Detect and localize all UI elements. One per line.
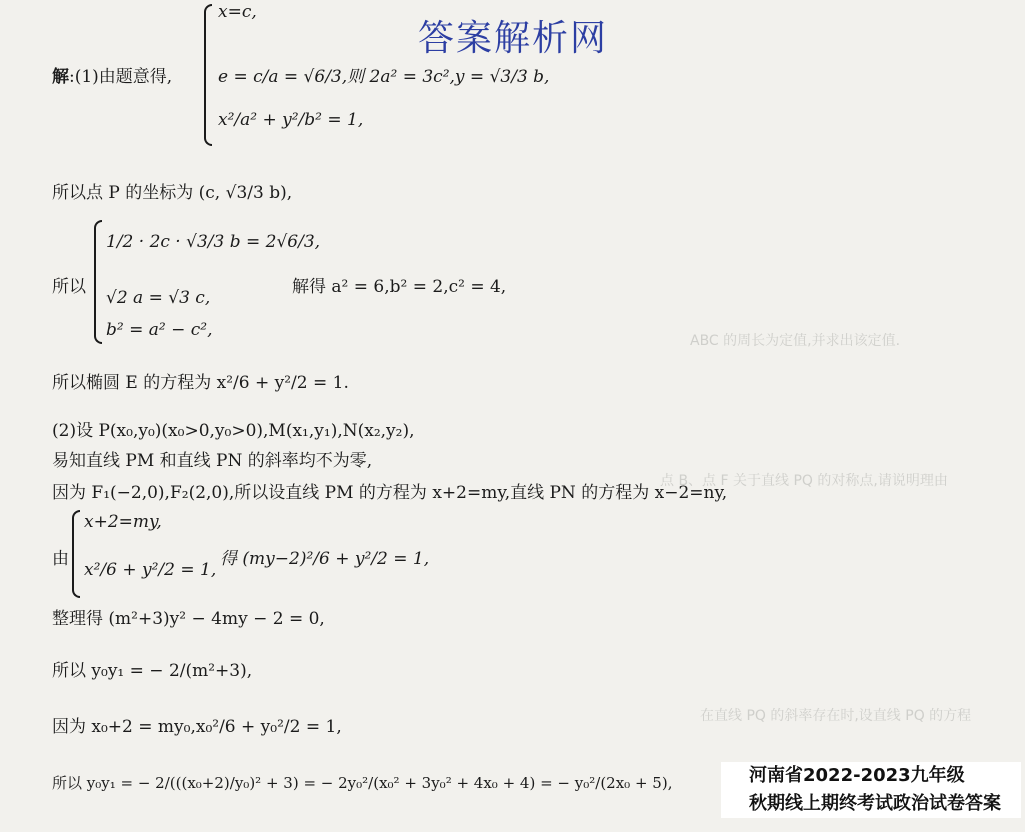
exam-caption-line2: 秋期线上期终考试政治试卷答案 [749, 793, 1001, 814]
exam-caption-line1: 河南省2022-2023九年级 [749, 765, 965, 786]
system-brace [94, 220, 102, 344]
exam-caption [721, 762, 1021, 818]
point-p-coordinates: 所以点 P 的坐标为 (c, √3/3 b), [52, 183, 293, 203]
system1-line3: x²/a² + y²/b² = 1, [218, 110, 364, 130]
system2-result: 解得 a² = 6,b² = 2,c² = 4, [292, 277, 507, 297]
solution-label: 解:(1)由题意得, [52, 67, 173, 87]
bleed-through-text: ABC 的周长为定值,并求出该定值. [690, 333, 901, 349]
system3-result: 得 (my−2)²/6 + y²/2 = 1, [220, 549, 430, 569]
simplified-equation: 整理得 (m²+3)y² − 4my − 2 = 0, [52, 609, 325, 629]
lines-equations: 因为 F₁(−2,0),F₂(2,0),所以设直线 PM 的方程为 x+2=my,直线 PN 的方程为 x−2=ny, [52, 483, 728, 503]
system1-line2: e = c/a = √6/3,则 2a² = 3c²,y = √3/3 b, [218, 67, 550, 87]
system2-line3: b² = a² − c², [106, 320, 213, 340]
system1-line1: x=c, [218, 2, 257, 22]
part2-setup: (2)设 P(x₀,y₀)(x₀>0,y₀>0),M(x₁,y₁),N(x₂,y₂), [52, 421, 415, 441]
system-brace [204, 4, 212, 146]
substitution: 因为 x₀+2 = my₀,x₀²/6 + y₀²/2 = 1, [52, 717, 342, 737]
bleed-through-text: 在直线 PQ 的斜率存在时,设直线 PQ 的方程 [700, 708, 972, 724]
system2-prefix: 所以 [52, 277, 86, 297]
system2-line2: √2 a = √3 c, [106, 288, 211, 308]
bleed-through-text: 点 B、点 F 关于直线 PQ 的对称点,请说明理由 [660, 473, 948, 489]
system-brace [72, 510, 80, 598]
final-result: 所以 y₀y₁ = − 2/(((x₀+2)/y₀)² + 3) = − 2y₀²/(x₀² + 3y₀² + 4x₀ + 4) = − y₀²/(2x₀ + 5), [52, 774, 673, 792]
ellipse-equation: 所以椭圆 E 的方程为 x²/6 + y²/2 = 1. [52, 373, 349, 393]
slopes-nonzero: 易知直线 PM 和直线 PN 的斜率均不为零, [52, 451, 373, 471]
system3-prefix: 由 [52, 549, 69, 569]
y0-y1-product: 所以 y₀y₁ = − 2/(m²+3), [52, 661, 253, 681]
system2-line1: 1/2 · 2c · √3/3 b = 2√6/3, [106, 232, 321, 252]
watermark: 答案解析网 [418, 18, 609, 59]
system3-line2: x²/6 + y²/2 = 1, [84, 560, 217, 580]
system3-line1: x+2=my, [84, 512, 162, 532]
